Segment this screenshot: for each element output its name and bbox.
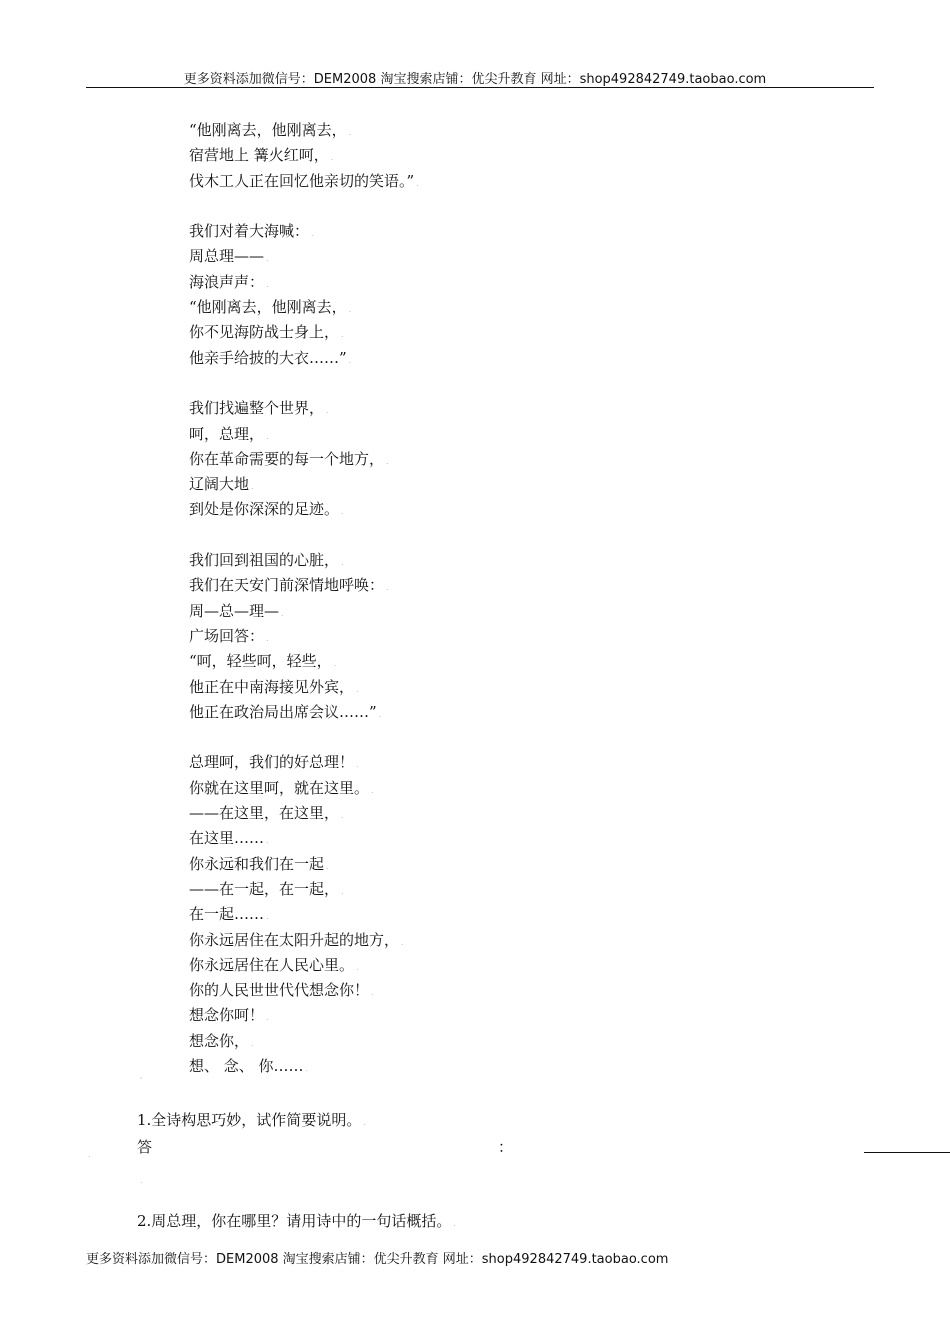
question-1: 1.全诗构思巧妙，试作简要说明。 . (137, 1111, 366, 1129)
poem-line: 总理呵，我们的好总理！ . (189, 753, 359, 772)
poem-line: 想、 念、 你…… . (189, 1056, 309, 1075)
poem-line: 周总理—— . (189, 247, 269, 266)
poem-line: 伐木工人正在回忆他亲切的笑语。” . (189, 171, 419, 190)
paragraph-mark: . (140, 1176, 143, 1185)
paragraph-mark: . (88, 1150, 91, 1159)
poem-line: 海浪声声： . (189, 272, 269, 291)
answer-line (864, 1152, 950, 1153)
poem-line: 广场回答： . (189, 626, 269, 645)
answer-colon: ： (498, 1138, 514, 1156)
poem-line: 你就在这里呵，就在这里。 . (189, 778, 374, 797)
poem-line: 他亲手给披的大衣……” . (189, 348, 352, 367)
stanza-break (189, 725, 789, 750)
poem-line: 宿营地上 篝火红呵， . (189, 146, 334, 165)
poem-line: “他刚离去，他刚离去， . (189, 298, 352, 317)
poem-line: 你永远居住在人民心里。 . (189, 955, 359, 974)
answer-prefix: 答 (137, 1138, 153, 1156)
poem-line: 辽阔大地 . (189, 475, 254, 494)
poem-line: 到处是你深深的足迹。 . (189, 500, 344, 519)
poem-line: 在这里…… . (189, 829, 269, 848)
poem-line: 周—总—理— . (189, 601, 284, 620)
poem-line: 他正在政治局出席会议……” . (189, 702, 382, 721)
poem-line: 你在革命需要的每一个地方， . (189, 449, 389, 468)
poem-line: 你永远和我们在一起 . (189, 854, 329, 873)
poem-line: “呵，轻些呵，轻些， . (189, 652, 337, 671)
poem-line: “他刚离去，他刚离去， . (189, 121, 352, 139)
poem-line: 我们找遍整个世界， . (189, 399, 329, 418)
poem-line: 他正在中南海接见外宾， . (189, 677, 359, 696)
poem-line: 你永远居住在太阳升起的地方， . (189, 930, 404, 949)
poem-line: 我们对着大海喊： . (189, 222, 314, 241)
header-rule (86, 87, 874, 88)
stanza-break (189, 523, 789, 548)
question-2: 2.周总理，你在哪里？请用诗中的一句话概括。 . (137, 1212, 456, 1230)
poem-line: 我们在天安门前深情地呼唤： . (189, 576, 389, 595)
poem-line: 呵，总理， . (189, 424, 269, 443)
stanza-break (189, 194, 789, 219)
poem-line: 想念你呵！ . (189, 1006, 269, 1025)
poem-body (189, 118, 789, 1079)
poem-line: 我们回到祖国的心脏， . (189, 551, 344, 570)
poem-line: 你不见海防战士身上， . (189, 323, 344, 342)
poem-line: 想念你， . (189, 1031, 254, 1050)
stanza-break (189, 371, 789, 396)
poem-line: ——在这里，在这里， . (189, 804, 344, 823)
paragraph-mark: ' (140, 1076, 143, 1085)
page-footer: 更多资料添加微信号：DEM2008 淘宝搜索店铺：优尖升教育 网址：shop492842749.taobao.com (86, 1252, 669, 1267)
page-header: 更多资料添加微信号：DEM2008 淘宝搜索店铺：优尖升教育 网址：shop492842749.taobao.com (183, 72, 767, 87)
poem-line: ——在一起，在一起， . (189, 879, 344, 898)
poem-line: 在一起…… . (189, 905, 269, 924)
poem-line: 你的人民世世代代想念你！ . (189, 981, 374, 1000)
